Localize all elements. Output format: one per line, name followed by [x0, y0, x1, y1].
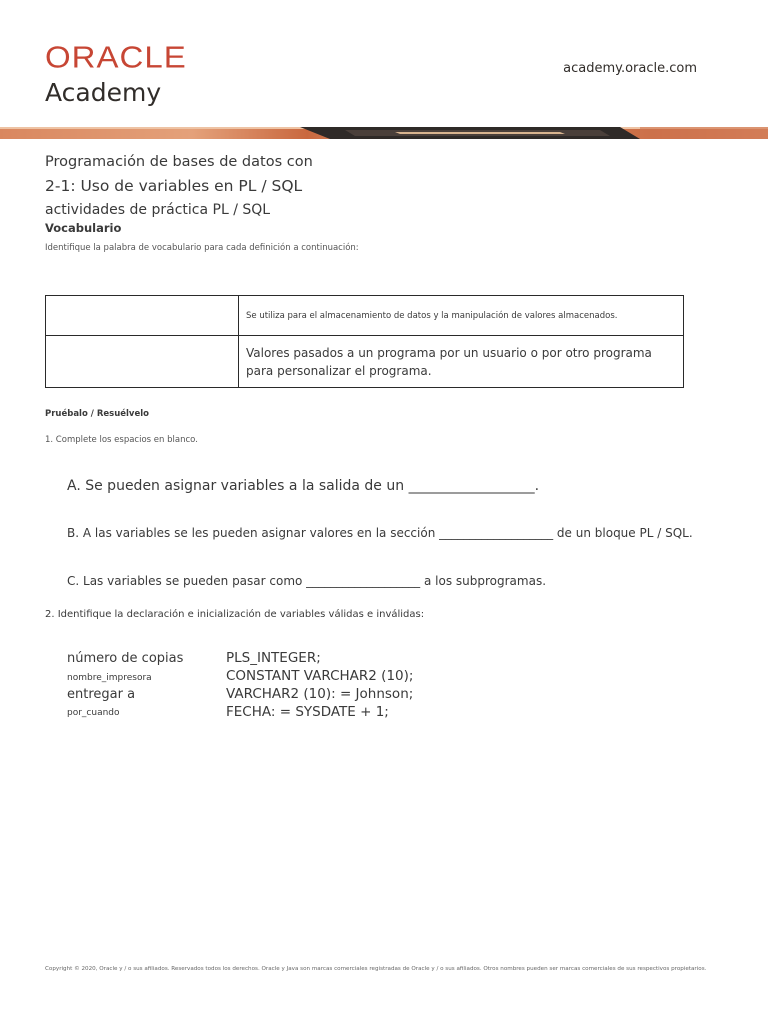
- question-1c: C. Las variables se pueden pasar como ___________________ a los subprogramas.: [67, 574, 547, 588]
- lesson-title: 2-1: Uso de variables en PL / SQL: [45, 177, 303, 195]
- declaration-value: CONSTANT VARCHAR2 (10);: [226, 668, 414, 684]
- declaration-value: VARCHAR2 (10): = Johnson;: [226, 686, 414, 702]
- vocabulary-heading: Vocabulario: [45, 221, 122, 235]
- question-1b: B. A las variables se les pueden asignar valores en la sección ___________________ de un bloque PL / SQL.: [67, 526, 693, 540]
- vocabulary-definition: Se utiliza para el almacenamiento de datos y la manipulación de valores almacenados.: [239, 296, 684, 336]
- declaration-name: nombre_impresora: [67, 673, 152, 683]
- declaration-name: número de copias: [67, 651, 184, 666]
- site-url: academy.oracle.com: [563, 61, 697, 76]
- declaration-name: entregar a: [67, 687, 136, 702]
- vocabulary-term-cell[interactable]: [46, 296, 239, 336]
- vocabulary-instruction: Identifique la palabra de vocabulario para cada definición a continuación:: [45, 243, 359, 253]
- vocabulary-definition: Valores pasados a un programa por un usuario o por otro programa para personalizar el programa.: [239, 336, 684, 388]
- copyright-notice: Copyright © 2020, Oracle y / o sus afiliados. Reservados todos los derechos. Oracle y Java son marcas comerciales registradas de Oracle y / o sus afiliados. Otros nombres pueden ser marcas comerciales de sus respectivos propietarios.: [45, 966, 707, 972]
- vocabulary-row: [46, 336, 684, 388]
- practice-heading: Pruébalo / Resuélvelo: [45, 409, 149, 419]
- declaration-value: FECHA: = SYSDATE + 1;: [226, 704, 389, 720]
- question-1a: A. Se pueden asignar variables a la salida de un __________________.: [67, 478, 540, 494]
- question-1: 1. Complete los espacios en blanco.: [45, 435, 198, 445]
- declaration-value: PLS_INTEGER;: [226, 650, 321, 666]
- academy-logo-text: Academy: [45, 78, 162, 107]
- course-title: Programación de bases de datos con: [45, 154, 313, 170]
- question-2: 2. Identifique la declaración e inicialización de variables válidas e inválidas:: [45, 609, 425, 620]
- vocabulary-table: [45, 295, 684, 388]
- vocabulary-row: [46, 296, 684, 336]
- declaration-name: por_cuando: [67, 708, 120, 718]
- activity-title: actividades de práctica PL / SQL: [45, 202, 271, 218]
- vocabulary-term-cell[interactable]: [46, 336, 239, 388]
- oracle-logo: ORACLE: [45, 40, 187, 75]
- decorative-banner: [0, 127, 768, 139]
